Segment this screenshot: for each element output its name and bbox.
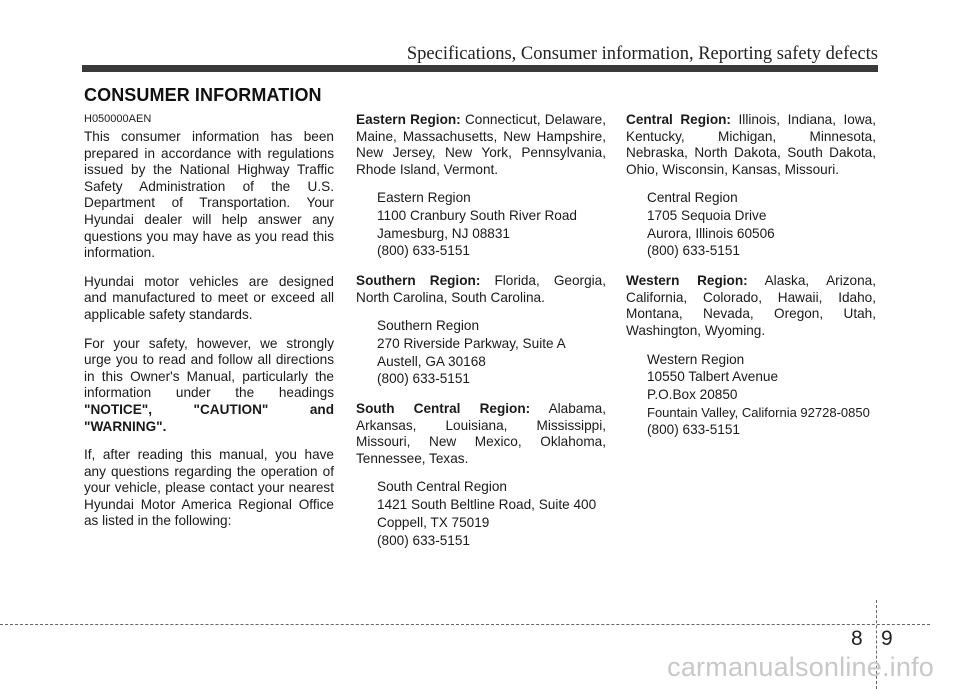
address-line: Coppell, TX 75019	[377, 514, 490, 530]
address-line: Austell, GA 30168	[377, 353, 486, 369]
intro-paragraph-3	[84, 336, 334, 436]
region-central-address	[647, 190, 876, 260]
column-intro	[84, 112, 334, 542]
column-regions-right	[626, 112, 876, 440]
address-phone: (800) 633-5151	[377, 243, 470, 259]
address-phone: (800) 633-5151	[647, 422, 740, 438]
page-chapter-number: 8	[851, 627, 863, 650]
address-line: 1705 Sequoia Drive	[647, 208, 767, 224]
section-title: CONSUMER INFORMATION	[84, 85, 322, 105]
address-phone: (800) 633-5151	[377, 371, 470, 387]
address-line: 1421 South Beltline Road, Suite 400	[377, 497, 597, 513]
intro-paragraph-3-text: For your safety, however, we strongly urge you to read and follow all directions in this Owner's Manual, particularly the information under the headings	[84, 335, 334, 401]
address-phone: (800) 633-5151	[647, 243, 740, 259]
address-line: Western Region	[647, 351, 745, 367]
address-phone: (800) 633-5151	[377, 532, 470, 548]
address-line: Southern Region	[377, 318, 480, 334]
region-states: Alaska, Arizona, California, Colorado, Hawaii, Idaho, Montana, Nevada, Oregon, Utah, Washington, Wyoming.	[626, 273, 876, 338]
region-eastern	[356, 112, 606, 178]
section-code: H050000AEN	[84, 113, 152, 125]
region-eastern-address	[377, 190, 606, 260]
intro-paragraph-2: Hyundai motor vehicles are designed and manufactured to meet or exceed all applicable safety standards.	[84, 273, 334, 322]
column-regions-left	[356, 112, 606, 550]
header-rule	[82, 65, 878, 72]
region-central	[626, 112, 876, 178]
region-states: Connecticut, Delaware, Maine, Massachusetts, New Hampshire, New Jersey, New York, Pennsylvania, Rhode Island, Vermont.	[356, 112, 606, 177]
region-southern	[356, 273, 606, 306]
address-line: Central Region	[647, 190, 738, 206]
address-line: 270 Riverside Parkway, Suite A	[377, 336, 566, 351]
region-heading: South Central Region:	[356, 401, 531, 417]
address-line: 1100 Cranbury South River Road	[377, 208, 577, 224]
region-south-central	[356, 401, 606, 467]
watermark: carmanualsonline.info	[667, 652, 934, 682]
address-line: Aurora, Illinois 60506	[647, 225, 775, 241]
region-southern-address	[377, 318, 606, 388]
intro-paragraph-4: If, after reading this manual, you have any questions regarding the operation of your vehicle, please contact your nearest Hyundai Motor America Regional Office as listed in the following:	[84, 447, 334, 529]
address-line: 10550 Talbert Avenue	[647, 369, 779, 385]
region-states: Alabama, Arkansas, Louisiana, Mississippi, Missouri, New Mexico, Oklahoma, Tennessee, Texas.	[356, 401, 606, 466]
address-line: Eastern Region	[377, 190, 471, 206]
region-western-address	[647, 352, 876, 439]
address-line: Fountain Valley, California 92728-0850	[647, 404, 870, 420]
address-line: Jamesburg, NJ 08831	[377, 225, 510, 241]
page-number: 9	[881, 627, 893, 650]
region-heading: Central Region:	[626, 112, 731, 127]
region-states: Illinois, Indiana, Iowa, Kentucky, Michigan, Minnesota, Nebraska, North Dakota, South Dakota, Ohio, Wisconsin, Kansas, Missouri.	[626, 112, 877, 177]
warning-headings: "NOTICE", "CAUTION" and "WARNING".	[84, 401, 334, 434]
intro-paragraph-1: This consumer information has been prepared in accordance with regulations issued by the National Highway Traffic Safety Administration of the U.S. Department of Transportation. Your Hyundai dealer will help answer any questions you may have as you read this information.	[84, 129, 334, 261]
page-header-title: Specifications, Consumer information, Reporting safety defects	[406, 44, 878, 64]
footer-rule	[0, 624, 930, 625]
address-line: P.O.Box 20850	[647, 386, 738, 402]
region-heading: Southern Region:	[356, 273, 481, 289]
region-heading: Eastern Region:	[356, 112, 461, 127]
region-south-central-address	[377, 479, 606, 549]
region-heading: Western Region:	[626, 273, 748, 289]
address-line: South Central Region	[377, 479, 507, 495]
region-states: Florida, Georgia, North Carolina, South Carolina.	[356, 273, 606, 305]
region-western	[626, 273, 876, 339]
